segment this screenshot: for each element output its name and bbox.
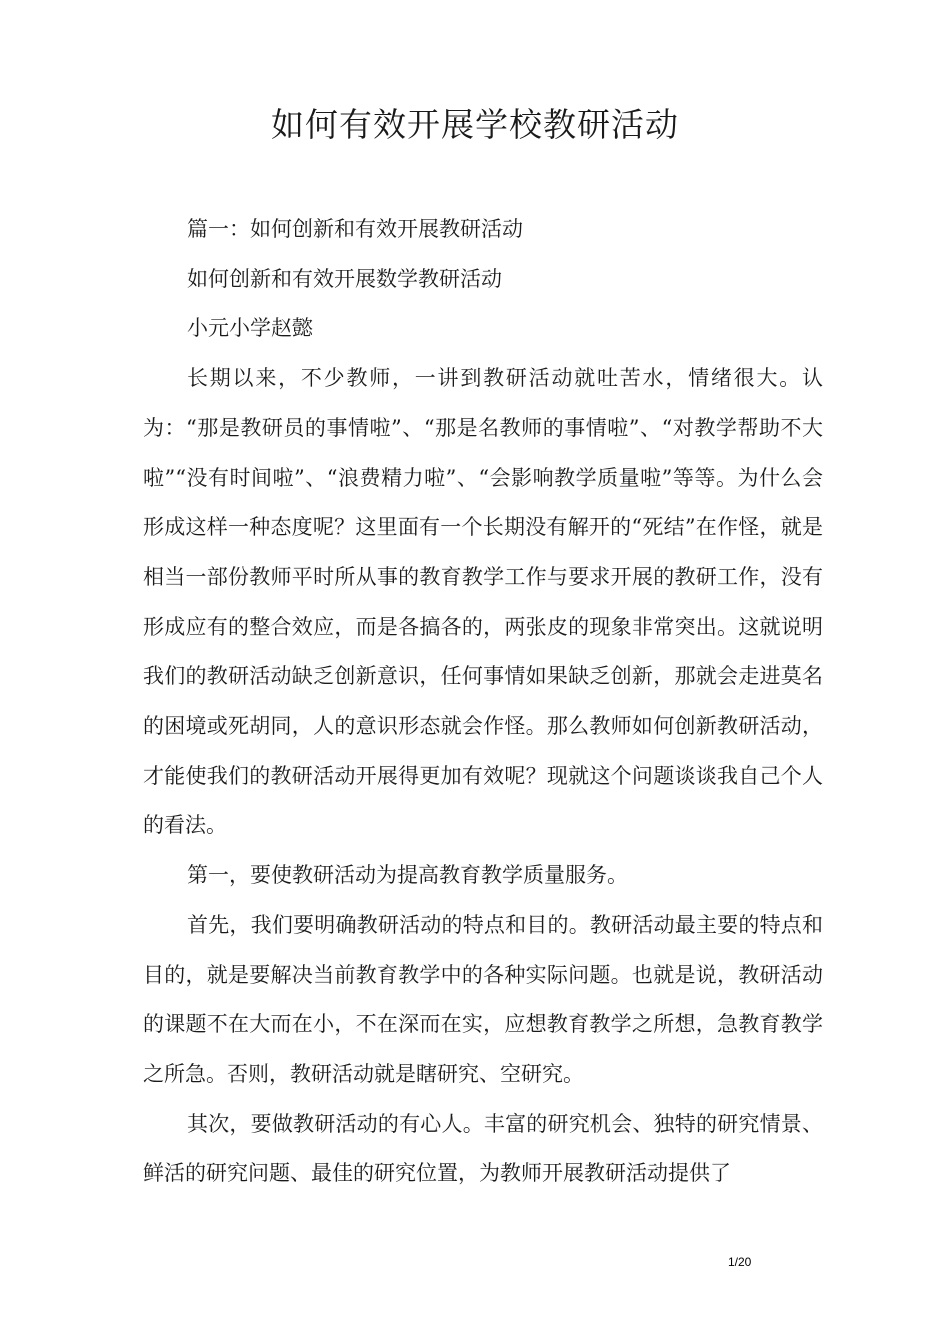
body-paragraph: 首先，我们要明确教研活动的特点和目的。教研活动最主要的特点和目的，就是要解决当前教育教学中的各种实际问题。也就是说，教研活动的课题不在大而在小，不在深而在实，应想教育教学之所想，急教育教学之所急。否则，教研活动就是瞎研究、空研究。 (143, 912, 823, 1086)
page-number: 1/20 (728, 1255, 752, 1269)
body-paragraph: 长期以来，不少教师，一讲到教研活动就吐苦水，情绪很大。认为：“那是教研员的事情啦”、“那是名教师的事情啦”、“对教学帮助不大啦”“没有时间啦”、“浪费精力啦”、“会影响教学质量啦”等等。为什么会形成这样一种态度呢？这里面有一个长期没有解开的“死结”在作怪，就是相当一部份教师平时所从事的教育教学工作与要求开展的教研工作，没有形成应有的整合效应，而是各搞各的，两张皮的现象非常突出。这就说明我们的教研活动缺乏创新意识，任何事情如果缺乏创新，那就会走进莫名的困境或死胡同，人的意识形态就会作怪。那么教师如何创新教研活动，才能使我们的教研活动开展得更加有效呢？现就这个问题谈谈我自己个人的看法。 (143, 366, 823, 838)
article-title: 如何创新和有效开展数学教研活动 (187, 266, 502, 291)
document-body (143, 205, 823, 1199)
author-line: 小元小学赵懿 (187, 316, 313, 341)
section-heading: 篇一：如何创新和有效开展教研活动 (187, 217, 523, 241)
document-title: 如何有效开展学校教研活动 (271, 105, 679, 144)
point-heading: 第一，要使教研活动为提高教育教学质量服务。 (187, 863, 628, 888)
body-paragraph: 其次，要做教研活动的有心人。丰富的研究机会、独特的研究情景、鲜活的研究问题、最佳的研究位置，为教师开展教研活动提供了 (143, 1111, 823, 1186)
